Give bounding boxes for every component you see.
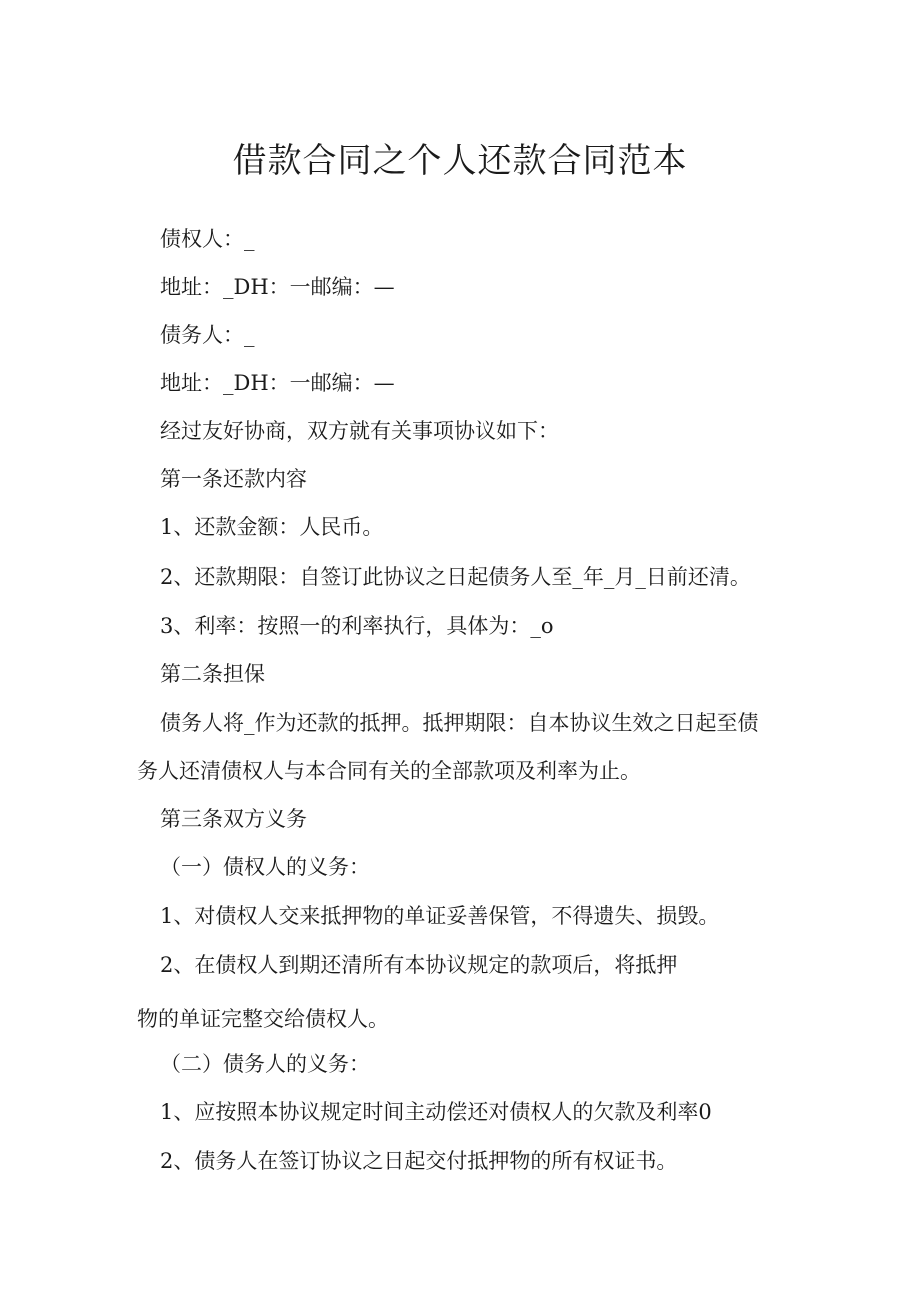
article-1-heading: 第一条还款内容 (160, 467, 307, 491)
debtor-duty-2: 2、债务人在签订协议之日起交付抵押物的所有权证书。 (160, 1149, 678, 1173)
creditor-duty-2-line-2: 物的单证完整交给债权人。 (137, 1007, 389, 1031)
debtor-duties-heading: （二）债务人的义务： (160, 1052, 370, 1076)
creditor-duties-heading: （一）债权人的义务： (160, 855, 370, 879)
article-1-item-1: 1、还款金额：人民币。 (160, 515, 384, 539)
article-3-heading: 第三条双方义务 (160, 807, 307, 831)
article-2-heading: 第二条担保 (160, 662, 265, 686)
article-1-item-2: 2、还款期限：自签订此协议之日起债务人至_年_月_日前还清。 (160, 565, 751, 589)
article-2-text-line-2: 务人还清债权人与本合同有关的全部款项及利率为止。 (137, 759, 641, 783)
article-1-item-3: 3、利率：按照一的利率执行，具体为：_o (160, 614, 554, 638)
agreement-intro: 经过友好协商，双方就有关事项协议如下： (160, 419, 559, 443)
debtor-address-line: 地址：_DH：一邮编：— (160, 371, 395, 395)
creditor-duty-2-line-1: 2、在债权人到期还清所有本协议规定的款项后，将抵押 (160, 953, 678, 977)
debtor-line: 债务人：_ (160, 323, 255, 347)
creditor-line: 债权人：_ (160, 227, 255, 251)
article-2-text-line-1: 债务人将_作为还款的抵押。抵押期限：自本协议生效之日起至债 (160, 711, 759, 735)
debtor-duty-1: 1、应按照本协议规定时间主动偿还对债权人的欠款及利率0 (160, 1100, 712, 1124)
creditor-duty-1: 1、对债权人交来抵押物的单证妥善保管，不得遗失、损毁。 (160, 904, 720, 928)
document-title: 借款合同之个人还款合同范本 (232, 141, 688, 181)
creditor-address-line: 地址：_DH：一邮编：— (160, 275, 395, 299)
